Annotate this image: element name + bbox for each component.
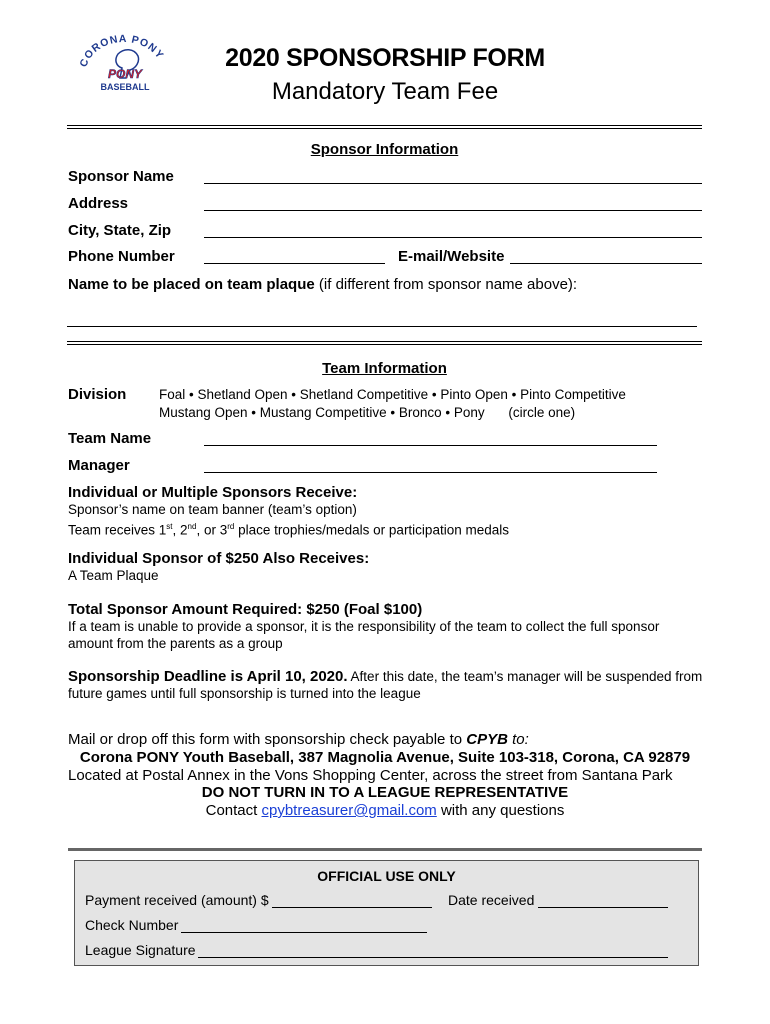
phone-field[interactable] <box>204 263 385 264</box>
individual-sponsor-line: A Team Plaque <box>68 568 159 583</box>
total-amount-text: If a team is unable to provide a sponsor, it is the responsibility of the team to collect the full sponsor amount from the parents as a group <box>68 619 660 651</box>
league-signature-label: League Signature <box>85 942 196 958</box>
manager-label: Manager <box>68 457 130 474</box>
address-field[interactable] <box>204 210 702 211</box>
payment-received-label: Payment received (amount) $ <box>85 892 269 908</box>
division-label: Division <box>68 386 127 403</box>
line2-part-b: , 2 <box>172 522 188 538</box>
address-label: Address <box>68 195 129 212</box>
sponsor-name-label: Sponsor Name <box>68 168 174 185</box>
mail-location: Located at Postal Annex in the Vons Shopping Center, across the street from Santana Park <box>68 767 673 784</box>
individual-sponsor-section <box>68 550 708 584</box>
plaque-name-prompt <box>68 276 577 293</box>
sup-nd: nd <box>187 522 197 531</box>
page-title: 2020 SPONSORSHIP FORM <box>225 44 545 72</box>
league-signature-field[interactable] <box>198 957 668 958</box>
sup-rd: rd <box>227 522 235 531</box>
check-number-label: Check Number <box>85 917 179 933</box>
contact-suffix: with any questions <box>436 802 565 819</box>
city-state-zip-field[interactable] <box>204 237 702 238</box>
deadline-heading: Sponsorship Deadline is April 10, 2020. <box>68 668 348 685</box>
multi-sponsor-line2 <box>68 518 708 539</box>
plaque-note: (if different from sponsor name above): <box>318 276 578 293</box>
division-options-line2[interactable] <box>159 405 575 420</box>
official-divider <box>68 848 702 851</box>
sponsor-name-field[interactable] <box>204 183 702 184</box>
official-use-heading: OFFICIAL USE ONLY <box>317 868 456 884</box>
mail-address: Corona PONY Youth Baseball, 387 Magnolia Avenue, Suite 103-318, Corona, CA 92879 <box>79 749 691 766</box>
plaque-label: Name to be placed on team plaque <box>68 276 315 293</box>
multi-sponsor-line1: Sponsor’s name on team banner (team’s option) <box>68 502 357 517</box>
total-amount-heading: Total Sponsor Amount Required: $250 (Foal $100) <box>68 601 423 618</box>
multi-sponsor-heading: Individual or Multiple Sponsors Receive: <box>68 484 358 501</box>
logo-mid-text: PONY <box>107 67 143 81</box>
phone-label: Phone Number <box>68 248 175 265</box>
team-name-field[interactable] <box>204 445 657 446</box>
mail-instructions <box>68 731 529 748</box>
sponsor-info-heading: Sponsor Information <box>310 141 459 158</box>
logo-bottom-text: BASEBALL <box>100 82 150 92</box>
multi-sponsor-section <box>68 484 708 539</box>
page-subtitle: Mandatory Team Fee <box>271 78 499 105</box>
deadline-text: After this date, the team’s manager will be suspended from future games until full sponsorship is turned into the league <box>68 669 703 701</box>
city-state-zip-label: City, State, Zip <box>68 222 172 239</box>
date-received-label: Date received <box>448 892 535 908</box>
total-amount-section <box>68 601 708 652</box>
sup-st: st <box>166 522 173 531</box>
mail-payee: CPYB <box>466 731 508 748</box>
division-note: (circle one) <box>508 405 576 420</box>
team-name-label: Team Name <box>68 430 152 447</box>
mail-line1-a: Mail or drop off this form with sponsorship check payable to <box>68 731 467 748</box>
line2-part-d: place trophies/medals or participation medals <box>234 522 509 538</box>
header-divider <box>67 125 702 129</box>
division-options-line2-text[interactable]: Mustang Open • Mustang Competitive • Bronco • Pony <box>159 405 485 420</box>
mail-warning: DO NOT TURN IN TO A LEAGUE REPRESENTATIVE <box>201 784 569 801</box>
email-website-label: E-mail/Website <box>398 248 505 265</box>
individual-sponsor-heading: Individual Sponsor of $250 Also Receives: <box>68 550 370 567</box>
check-number-field[interactable] <box>181 932 427 933</box>
treasurer-email-link[interactable]: cpybtreasurer@gmail.com <box>261 802 437 819</box>
deadline-section <box>68 668 708 702</box>
logo-arc-text: CORONA PONY <box>78 34 167 69</box>
team-info-heading: Team Information <box>322 360 447 377</box>
line2-part-a: Team receives 1 <box>68 522 167 538</box>
date-received-field[interactable] <box>538 907 668 908</box>
payment-received-field[interactable] <box>272 907 432 908</box>
line2-part-c: , or 3 <box>196 522 228 538</box>
mail-line1-c: to: <box>507 731 529 748</box>
division-options-line1[interactable]: Foal • Shetland Open • Shetland Competitive • Pinto Open • Pinto Competitive <box>159 387 626 402</box>
email-website-field[interactable] <box>510 263 702 264</box>
contact-prefix: Contact <box>205 802 262 819</box>
manager-field[interactable] <box>204 472 657 473</box>
mail-contact <box>40 802 730 819</box>
sponsor-divider <box>67 341 702 345</box>
plaque-name-field[interactable] <box>67 326 697 327</box>
